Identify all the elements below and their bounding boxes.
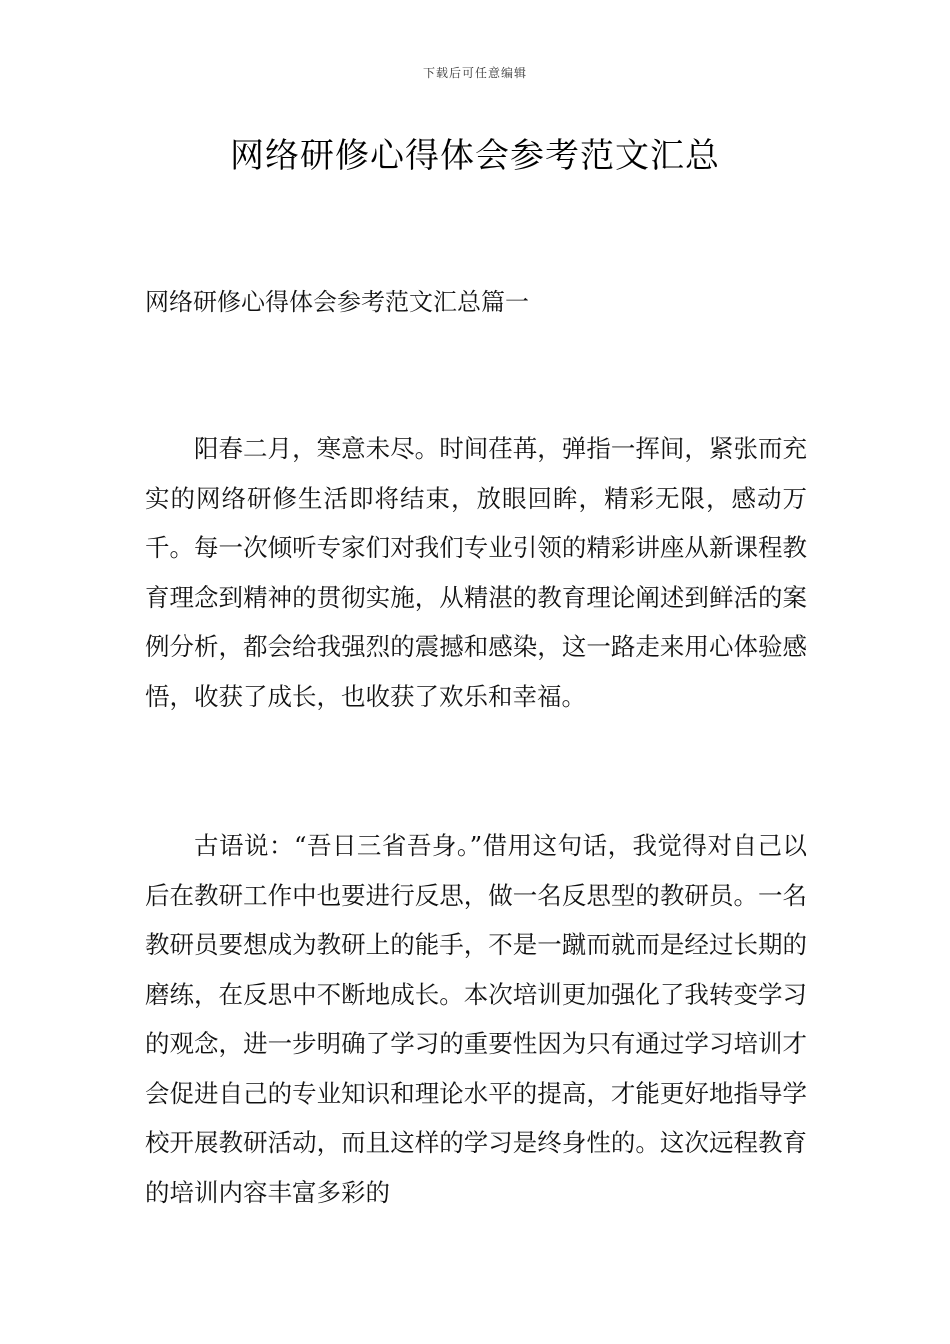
section-heading: 网络研修心得体会参考范文汇总篇一 [145,288,529,316]
document-title: 网络研修心得体会参考范文汇总 [230,136,720,176]
body-paragraph-1: 阳春二月，寒意未尽。时间荏苒，弹指一挥间，紧张而充实的网络研修生活即将结束，放眼回眸，精彩无限，感动万千。每一次倾听专家们对我们专业引领的精彩讲座从新课程教育理念到精神的贯彻实施，从精湛的教育理论阐述到鲜活的案例分析，都会给我强烈的震撼和感染，这一路走来用心体验感悟，收获了成长，也收获了欢乐和幸福。 [145,434,807,711]
body-paragraph-2: 古语说：“吾日三省吾身。”借用这句话，我觉得对自己以后在教研工作中也要进行反思，做一名反思型的教研员。一名教研员要想成为教研上的能手，不是一蹴而就而是经过长期的磨练，在反思中不断地成长。本次培训更加强化了我转变学习的观念，进一步明确了学习的重要性因为只有通过学习培训才会促进自己的专业知识和理论水平的提高，才能更好地指导学校开展教研活动，而且这样的学习是终身性的。这次远程教育的培训内容丰富多彩的 [145,831,807,1207]
header-note: 下载后可任意编辑 [422,66,527,80]
